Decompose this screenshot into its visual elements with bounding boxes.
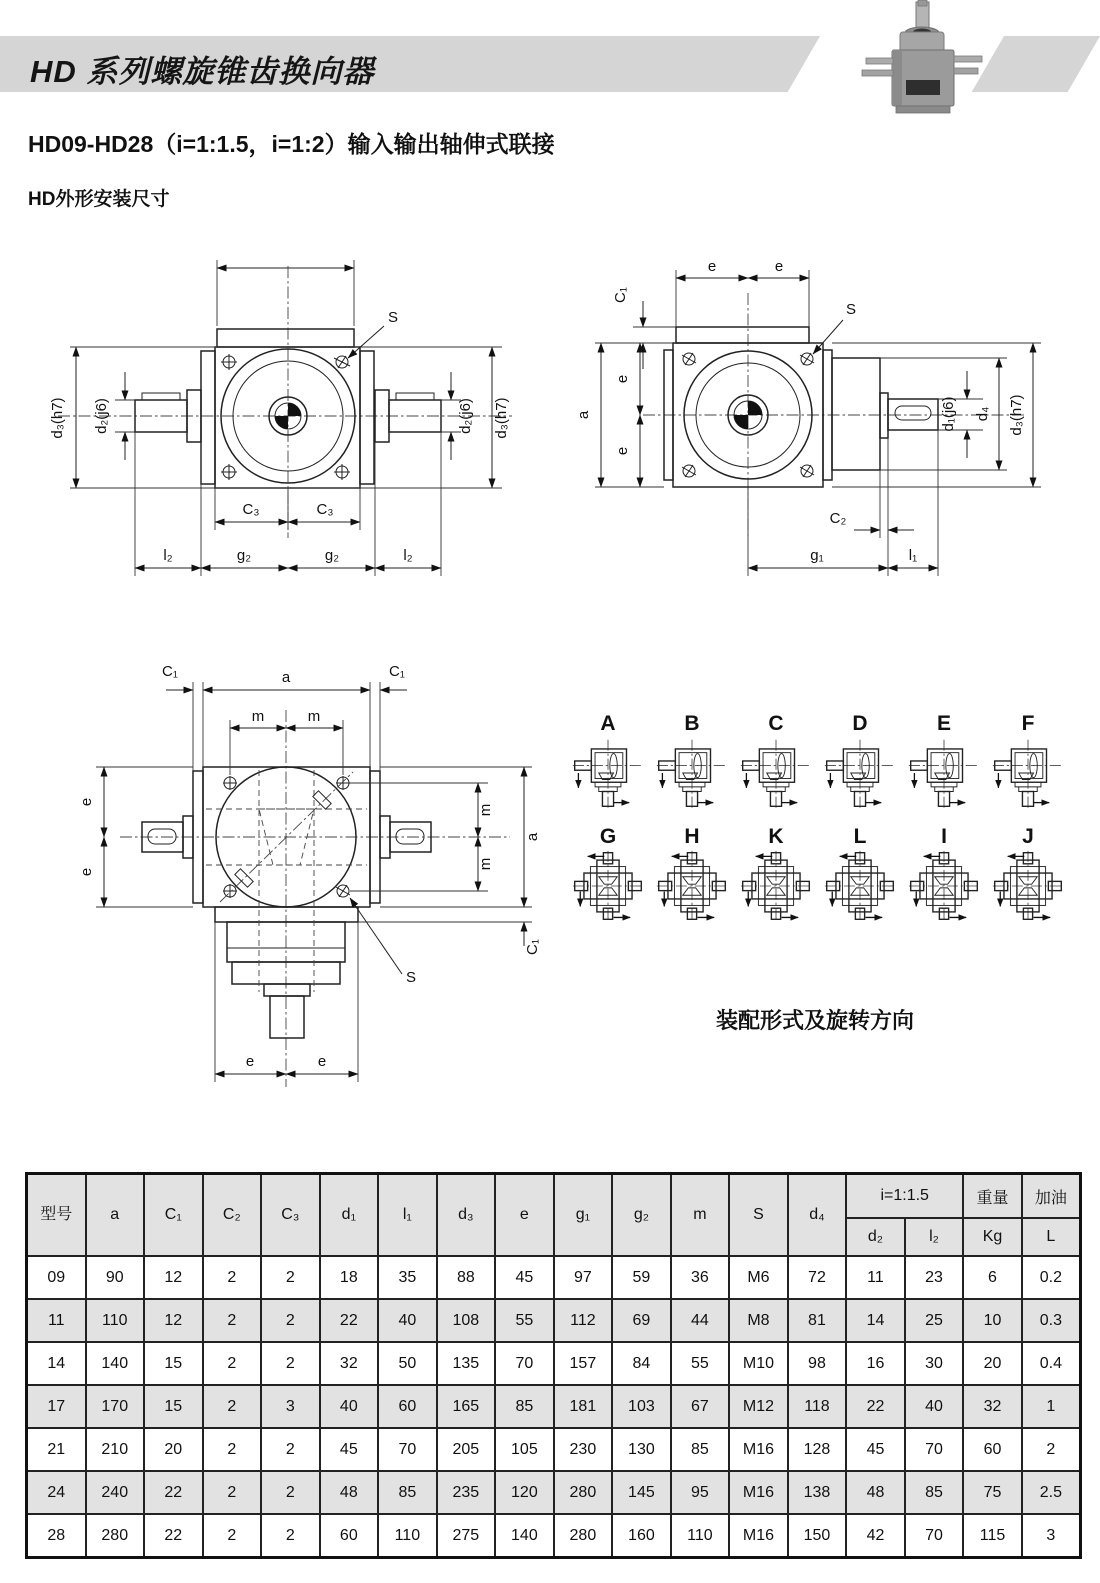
- dim-label-e-left-upper: e: [78, 797, 95, 807]
- cell: 84: [612, 1342, 671, 1385]
- assembly-letter: L: [853, 825, 867, 848]
- dim-label-c1-top-left: C₁: [162, 663, 178, 680]
- dim-label-e-top-right: e: [774, 258, 784, 275]
- cell: 44: [671, 1299, 730, 1342]
- col-header-d1: d₁: [320, 1174, 379, 1257]
- col-header-c1: C₁: [144, 1174, 203, 1257]
- dim-label-c3-left: C₃: [242, 501, 260, 518]
- cell: 90: [86, 1256, 145, 1299]
- cell: 55: [671, 1342, 730, 1385]
- cell: 81: [788, 1299, 847, 1342]
- assembly-diagram-b: [650, 712, 734, 815]
- cell: 230: [554, 1428, 613, 1471]
- cell: 2: [261, 1299, 320, 1342]
- cell: 67: [671, 1385, 730, 1428]
- table-row-14: [27, 1342, 1081, 1385]
- cell: 2: [203, 1428, 262, 1471]
- col-header-d3: d₃: [437, 1174, 496, 1257]
- table-row-24: [27, 1471, 1081, 1514]
- cell: 15: [144, 1385, 203, 1428]
- assembly-row-1: [566, 712, 1070, 815]
- cell: 0.3: [1022, 1299, 1081, 1342]
- cross-gearbox-icon: [655, 849, 729, 923]
- corner-gearbox-icon: [655, 736, 729, 810]
- cell: 22: [144, 1471, 203, 1514]
- section-label: HD外形安装尺寸: [28, 189, 170, 210]
- cell: M16: [729, 1428, 788, 1471]
- dim-label-a-right: a: [524, 832, 541, 842]
- col-group-ratio: i=1:1.5: [846, 1174, 963, 1219]
- table-row-21: [27, 1428, 1081, 1471]
- cell: 30: [905, 1342, 964, 1385]
- dim-label-d2-left: d₂(j6): [93, 398, 110, 434]
- cell: 140: [86, 1342, 145, 1385]
- col-header-d2: d₂: [846, 1218, 905, 1256]
- col-header-oil-l: L: [1022, 1218, 1081, 1256]
- cell: 40: [905, 1385, 964, 1428]
- cell: 12: [144, 1299, 203, 1342]
- cell: 85: [671, 1428, 730, 1471]
- dim-label-e-left-lower: e: [78, 867, 95, 877]
- col-group-oil: 加油: [1022, 1174, 1081, 1219]
- dim-label-e-left-lower: e: [614, 446, 631, 456]
- cell: 135: [437, 1342, 496, 1385]
- assembly-caption: 装配形式及旋转方向: [716, 1008, 915, 1033]
- dim-label-l2-left: l₂: [163, 547, 173, 564]
- assembly-letter: K: [768, 825, 784, 848]
- cell: 6: [963, 1256, 1022, 1299]
- cell: 75: [963, 1471, 1022, 1514]
- assembly-diagram-l: [818, 825, 902, 928]
- dim-label-m-right-upper: m: [477, 803, 494, 817]
- cell: 2: [203, 1514, 262, 1558]
- cell: 2: [261, 1428, 320, 1471]
- dim-label-e-left-upper: e: [614, 374, 631, 384]
- cell: 115: [963, 1514, 1022, 1558]
- col-header-e: e: [495, 1174, 554, 1257]
- col-header-g1: g₁: [554, 1174, 613, 1257]
- dim-label-l2-right: l₂: [403, 547, 413, 564]
- cell: 35: [378, 1256, 437, 1299]
- cell: 235: [437, 1471, 496, 1514]
- dim-label-a-top: a: [281, 669, 291, 686]
- cell: 0.2: [1022, 1256, 1081, 1299]
- cell: 48: [846, 1471, 905, 1514]
- assembly-diagram-e: [902, 712, 986, 815]
- cell: 12: [144, 1256, 203, 1299]
- table-row-17: [27, 1385, 1081, 1428]
- cell: 69: [612, 1299, 671, 1342]
- cell: 97: [554, 1256, 613, 1299]
- col-header-model: 型号: [27, 1174, 86, 1257]
- cell: 40: [320, 1385, 379, 1428]
- cell: 1: [1022, 1385, 1081, 1428]
- cell: M10: [729, 1342, 788, 1385]
- dim-label-m-right-lower: m: [477, 857, 494, 871]
- cell: 280: [86, 1514, 145, 1558]
- model-cell: 11: [27, 1299, 86, 1342]
- cell: 60: [320, 1514, 379, 1558]
- assembly-letter: C: [768, 712, 784, 735]
- cell: M12: [729, 1385, 788, 1428]
- cell: 22: [320, 1299, 379, 1342]
- cell: 120: [495, 1471, 554, 1514]
- cell: 2: [203, 1299, 262, 1342]
- dim-label-d3-left: d₃(h7): [49, 397, 66, 439]
- assembly-letter: B: [684, 712, 700, 735]
- cell: 18: [320, 1256, 379, 1299]
- cell: 145: [612, 1471, 671, 1514]
- assembly-letter: I: [941, 825, 947, 848]
- cell: 205: [437, 1428, 496, 1471]
- cell: 32: [320, 1342, 379, 1385]
- cell: 16: [846, 1342, 905, 1385]
- assembly-diagram-d: [818, 712, 902, 815]
- assembly-letter: A: [600, 712, 616, 735]
- col-header-g2: g₂: [612, 1174, 671, 1257]
- cell: 110: [86, 1299, 145, 1342]
- cell: 32: [963, 1385, 1022, 1428]
- cell: 165: [437, 1385, 496, 1428]
- cell: 14: [846, 1299, 905, 1342]
- table-header-row-1: [27, 1174, 1081, 1219]
- dim-label-e-bottom-right: e: [317, 1053, 327, 1070]
- dim-label-d4: d₄: [974, 406, 991, 422]
- dim-label-c1-top-right: C₁: [389, 663, 405, 680]
- dim-label-d1: d₁(j6): [940, 396, 957, 432]
- cell: 160: [612, 1514, 671, 1558]
- col-header-kg: Kg: [963, 1218, 1022, 1256]
- cell: 45: [495, 1256, 554, 1299]
- cell: 2: [261, 1342, 320, 1385]
- assembly-configurations: [566, 712, 1070, 938]
- cell: 2: [203, 1256, 262, 1299]
- page-title: HD 系列螺旋锥齿换向器: [30, 54, 375, 89]
- cell: M6: [729, 1256, 788, 1299]
- corner-gearbox-icon: [991, 736, 1065, 810]
- model-cell: 21: [27, 1428, 86, 1471]
- assembly-diagram-g: [566, 825, 650, 928]
- cell: 59: [612, 1256, 671, 1299]
- col-header-c3: C₃: [261, 1174, 320, 1257]
- cell: 20: [144, 1428, 203, 1471]
- cell: 108: [437, 1299, 496, 1342]
- dim-label-s: S: [388, 309, 399, 326]
- col-header-c2: C₂: [203, 1174, 262, 1257]
- cell: 105: [495, 1428, 554, 1471]
- cell: 22: [144, 1514, 203, 1558]
- cell: 40: [378, 1299, 437, 1342]
- cell: 55: [495, 1299, 554, 1342]
- cell: 2.5: [1022, 1471, 1081, 1514]
- cell: 140: [495, 1514, 554, 1558]
- cell: 15: [144, 1342, 203, 1385]
- cell: 85: [495, 1385, 554, 1428]
- model-range-subtitle: HD09-HD28（i=1:1.5，i=1:2）输入输出轴伸式联接: [28, 131, 555, 157]
- cell: 138: [788, 1471, 847, 1514]
- model-cell: 14: [27, 1342, 86, 1385]
- cell: M16: [729, 1514, 788, 1558]
- dim-label-c1-bottom-right: C₁: [524, 939, 541, 955]
- model-cell: 28: [27, 1514, 86, 1558]
- cell: 128: [788, 1428, 847, 1471]
- cell: 2: [261, 1471, 320, 1514]
- cell: 280: [554, 1471, 613, 1514]
- corner-gearbox-icon: [739, 736, 813, 810]
- assembly-diagram-j: [986, 825, 1070, 928]
- assembly-letter: J: [1022, 825, 1034, 848]
- cell: 85: [905, 1471, 964, 1514]
- cell: 70: [905, 1428, 964, 1471]
- col-header-l2: l₂: [905, 1218, 964, 1256]
- cell: M16: [729, 1471, 788, 1514]
- cell: 112: [554, 1299, 613, 1342]
- dim-label-g1: g₁: [810, 547, 824, 564]
- product-photo: [850, 0, 1000, 122]
- model-cell: 17: [27, 1385, 86, 1428]
- cell: 2: [261, 1514, 320, 1558]
- cell: M8: [729, 1299, 788, 1342]
- model-cell: 09: [27, 1256, 86, 1299]
- cell: 72: [788, 1256, 847, 1299]
- dim-label-c3-right: C₃: [316, 501, 334, 518]
- cell: 275: [437, 1514, 496, 1558]
- table-row-09: [27, 1256, 1081, 1299]
- cell: 36: [671, 1256, 730, 1299]
- cell: 70: [495, 1342, 554, 1385]
- cell: 70: [905, 1514, 964, 1558]
- corner-gearbox-icon: [907, 736, 981, 810]
- cell: 130: [612, 1428, 671, 1471]
- top-view-drawing: [60, 642, 560, 1094]
- dim-label-m-top-right: m: [307, 708, 321, 725]
- cell: 3: [1022, 1514, 1081, 1558]
- assembly-diagram-h: [650, 825, 734, 928]
- cross-gearbox-icon: [571, 849, 645, 923]
- cross-gearbox-icon: [739, 849, 813, 923]
- col-header-a: a: [86, 1174, 145, 1257]
- dim-label-e-bottom-left: e: [245, 1053, 255, 1070]
- cell: 110: [378, 1514, 437, 1558]
- dim-label-g2-left: g₂: [236, 547, 252, 564]
- dim-label-a: a: [575, 410, 592, 420]
- col-group-weight: 重量: [963, 1174, 1022, 1219]
- cell: 2: [203, 1471, 262, 1514]
- cell: 60: [378, 1385, 437, 1428]
- assembly-letter: F: [1021, 712, 1035, 735]
- cell: 150: [788, 1514, 847, 1558]
- cell: 45: [320, 1428, 379, 1471]
- cell: 88: [437, 1256, 496, 1299]
- cell: 2: [1022, 1428, 1081, 1471]
- cell: 50: [378, 1342, 437, 1385]
- col-header-d4: d₄: [788, 1174, 847, 1257]
- cell: 2: [203, 1342, 262, 1385]
- cell: 45: [846, 1428, 905, 1471]
- cross-gearbox-icon: [907, 849, 981, 923]
- cell: 20: [963, 1342, 1022, 1385]
- cell: 25: [905, 1299, 964, 1342]
- assembly-row-2: [566, 825, 1070, 928]
- cell: 2: [203, 1385, 262, 1428]
- model-cell: 24: [27, 1471, 86, 1514]
- table-row-11: [27, 1299, 1081, 1342]
- dim-label-s: S: [846, 301, 857, 318]
- cell: 2: [261, 1256, 320, 1299]
- col-header-m: m: [671, 1174, 730, 1257]
- cell: 98: [788, 1342, 847, 1385]
- cross-gearbox-icon: [823, 849, 897, 923]
- cell: 0.4: [1022, 1342, 1081, 1385]
- cross-gearbox-icon: [991, 849, 1065, 923]
- cell: 181: [554, 1385, 613, 1428]
- cell: 23: [905, 1256, 964, 1299]
- corner-gearbox-icon: [571, 736, 645, 810]
- cell: 95: [671, 1471, 730, 1514]
- assembly-letter: G: [599, 825, 617, 848]
- dim-label-l1: l₁: [908, 547, 918, 564]
- cell: 22: [846, 1385, 905, 1428]
- assembly-letter: H: [684, 825, 700, 848]
- assembly-letter: E: [936, 712, 951, 735]
- cell: 3: [261, 1385, 320, 1428]
- dimension-table: [25, 1172, 1082, 1559]
- cell: 70: [378, 1428, 437, 1471]
- corner-gearbox-icon: [823, 736, 897, 810]
- front-view-drawing: [40, 238, 530, 600]
- col-header-l1: l₁: [378, 1174, 437, 1257]
- cell: 48: [320, 1471, 379, 1514]
- assembly-diagram-k: [734, 825, 818, 928]
- col-header-s: S: [729, 1174, 788, 1257]
- cell: 240: [86, 1471, 145, 1514]
- dim-label-d3-right: d₃(h7): [493, 397, 510, 439]
- assembly-diagram-c: [734, 712, 818, 815]
- table-row-28: [27, 1514, 1081, 1558]
- dim-label-g2-right: g₂: [324, 547, 340, 564]
- cell: 280: [554, 1514, 613, 1558]
- assembly-diagram-a: [566, 712, 650, 815]
- cell: 118: [788, 1385, 847, 1428]
- assembly-letter: D: [852, 712, 868, 735]
- cell: 11: [846, 1256, 905, 1299]
- cell: 210: [86, 1428, 145, 1471]
- dim-label-c2: C₂: [829, 510, 847, 527]
- assembly-diagram-i: [902, 825, 986, 928]
- cell: 170: [86, 1385, 145, 1428]
- dim-label-d3: d₃(h7): [1008, 394, 1025, 436]
- dim-label-e-top-left: e: [707, 258, 717, 275]
- cell: 103: [612, 1385, 671, 1428]
- cell: 42: [846, 1514, 905, 1558]
- cell: 10: [963, 1299, 1022, 1342]
- side-view-drawing: [555, 238, 1075, 600]
- dim-label-d2-right: d₂(j6): [457, 398, 474, 434]
- dim-label-c1: C₁: [612, 287, 629, 303]
- dim-label-m-top-left: m: [251, 708, 265, 725]
- cell: 157: [554, 1342, 613, 1385]
- cell: 85: [378, 1471, 437, 1514]
- assembly-diagram-f: [986, 712, 1070, 815]
- cell: 60: [963, 1428, 1022, 1471]
- cell: 110: [671, 1514, 730, 1558]
- dim-label-s: S: [406, 969, 417, 986]
